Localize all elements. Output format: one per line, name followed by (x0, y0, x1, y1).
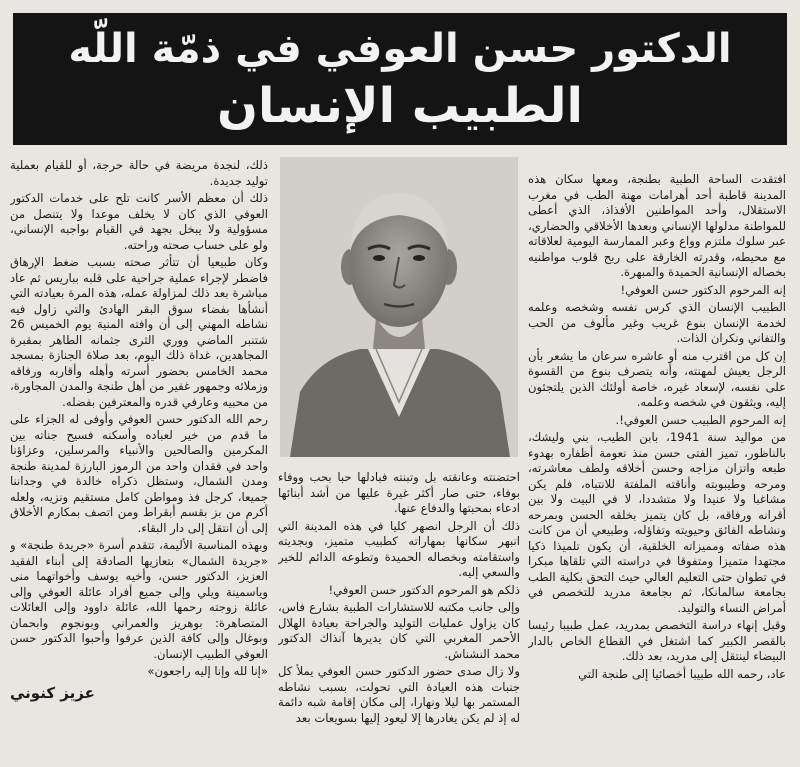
author-byline: عزيز كنوني (10, 683, 95, 702)
paragraph: ذلك أن الرجل انصهر كليا في هذه المدينة التي انبهر سكانها بمهاراته كطبيب متميز، وبجديته واستقامته وبخصاله الحميدة وتطوعه الدائم للخير والسعي إليه. (278, 518, 520, 579)
paragraph: وكان طبيعيا أن تتأثر صحته بسبب ضغط الإرهاق فاضطر لإجراء عملية جراحية على قلبه بباريس ثم عاد مباشرة بعد ذلك لمزاولة عمله، هذه المرة بعيادته التي أنشأها بفضاء سوق البقر الهادئ والتي زاول فيه نشاطه المهني إلى أن وافته المنية يوم الخميس 26 شتنبر الماضي ووري الثرى جثمانه الطاهر بمقبرة المجاهدين، غداة ذلك اليوم، بعد صلاة الجنازة بمسجد محمد الخامس بحضور أسرته وأهله وأقاربه ورفاقه وزملائه وجمهور غفير من أهل طنجة والمدن المجاورة، من محبيه وعارفي قدره والمعترفين بفضله. (10, 255, 268, 409)
paragraph: وإلى جانب مكتبه للاستشارات الطبية بشارع فاس، كان يزاول عمليات التوليد والجراحة بعيادة الهلال الأحمر المغربي التي كان يديرها آنذاك الدكتور محمد النشناش. (278, 600, 520, 661)
paragraph: ذلك أن معظم الأسر كانت تلح على خدمات الدكتور العوفي الذي كان لا يخلف موعدا ولا يتنصل من مسؤولية ولا يبخل بجهد في القيام بواجبه الإنساني، ولو على حساب صحته وراحته. (10, 191, 268, 252)
headline-subtitle: الطبيب الإنسان (217, 78, 583, 134)
portrait-illustration (280, 157, 518, 457)
article-column-left (10, 158, 268, 750)
paragraph: ولا زال صدى حضور الدكتور حسن العوفي يملأ كل جنبات هذه العيادة التي تحولت، بسبب نشاطه المستمر بها ليلا ونهارا، إلى مكان إقامة شبه دائمة له إذ لم يكن يغادرها إلا ليعود إليها بسويعات بعد (278, 664, 520, 725)
paragraph: «إنا لله وإنا إليه راجعون» (147, 664, 268, 678)
paragraph: ذلك، لنجدة مريضة في حالة حرجة، أو للقيام بعملية توليد جديدة. (10, 158, 268, 188)
paragraph: إن كل من اقترب منه أو عاشره سرعان ما يشعر بأن الرجل يعيش لمهنته، وأنه يتصرف بنوع من القسوة على نفسه، لإسعاد غيره، خاصة أولئك الذين يلتجئون إليه، ويثقون في شخصه وعلمه. (528, 348, 786, 409)
paragraph: عاد، رحمه الله طبيبا أخصائيا إلى طنجة التي (578, 666, 786, 681)
paragraph: ذلكم هو المرحوم الدكتور حسن العوفي! (328, 582, 520, 597)
article-column-middle (278, 470, 520, 764)
paragraph: الطبيب الإنسان الذي كرس نفسه وشخصه وعلمه لخدمة الإنسان بنوع غريب وغير مألوف من الحب والتفاني ونكران الذات. (528, 300, 786, 345)
article-column-right (528, 172, 786, 764)
paragraph: إنه المرحوم الطبيب حسن العوفي!. (615, 412, 786, 427)
headline-banner (13, 13, 787, 145)
paragraph: وقبل إنهاء دراسة التخصص بمدريد، عمل طبيبا رئيسا بالقصر الكبير كما اشتغل في القطاع الخاص بالدار البيضاء لينتقل إلى مدريد، بعد ذلك. (528, 618, 786, 663)
paragraph: وبهذه المناسبة الأليمة، تتقدم أسرة «جريدة طنجة» و «جريدة الشمال» بتعازيها الصادقة إلى أبناء الفقيد العزيز، الدكتور حسن، وأخيه يوسف وأخواتهما منى وياسمينة ويلي وإلى جميع أفراد عائلة العوفي وإلى عائلة زوجته رحمها الله، عائلة داوود وإلى العائلات المتصاهرة: بوهريز والعمراني وبونجوم وابحمان وبوغال وإلى كافة الذين عرفوا وأحبوا الدكتور حسن العوفي الطبيب الإنسان. (10, 538, 268, 661)
headline-title: الدكتور حسن العوفي في ذمّة اللّه (68, 26, 732, 72)
paragraph: رحم الله الدكتور حسن العوفي وأوفى له الجزاء على ما قدم من خير لعباده وأسكنه فسيح جناته بين المكرمين والصالحين والأنبياء والمرسلين، وعزاؤنا واحد في فقدان واحد من الرموز البارزة لمدينة طنجة ومدن الشمال، وستظل ذكراه خالدة في وجداننا جميعا، كرجل فذ ومواطن كامل مستقيم ونزيه، ولعله أكرم من بز بقسم أبقراط ومن اتصف بمكارم الأخلاق إلى أن انتقل إلى دار البقاء. (10, 412, 268, 535)
paragraph: افتقدت الساحة الطبية بطنجة، ومعها سكان هذه المدينة قاطبة أحد أهرامات مهنة الطب في مغرب الاستقلال، وأحد المواطنين الأفذاذ، الذي أعطى للمواطنة مدلولها الإنساني وبعدها الأخلاقي والحضاري، عبر سلوك ملتزم وواع وعبر الممارسة اليومية لعلاقاته مع محيطه، وقدرته الخارقة على ربح قلوب مواطنيه بخصاله الإنسانية الحميدة والمبهرة. (528, 172, 786, 279)
paragraph: احتضنته وعانقته بل وتبنته فبادلها حبا بحب ووفاء بوفاء، حتى صار أكثر غيرة عليها من أشد أبنائها ادعاء بمحبتها والدفاع عنها. (278, 470, 520, 515)
paragraph: إنه المرحوم الدكتور حسن العوفي! (620, 282, 786, 297)
portrait-photo (280, 157, 518, 457)
paragraph: من مواليد سنة 1941، بابن الطيب، بني وليشك، بالناظور، تميز الفتى حسن منذ نعومة أظفاره بهدوء طبعه واتزان مزاجه وحسن أخلاقه ولطف معاشرته، ومرحه وطيبوبته وأناقته الملفتة للانتباه، فلم يكن مشاغبا ولا عنيدا ولا متشددا، لا في البيت ولا بين أقرانه ورفاقه، بل كان يتميز بخلقه الحسن وبمرحه ونشاطه الفائق وحيويته وتفاؤله، وطبيعي أن من كانت هذه صفاته ومميزاته الخلقية، أن يكون تلميذا ذكيا مجتهدا متميزا ومتفوقا في دراسته التي تلقاها مبكرا في تطوان حتى التعليم العالي حيث التحق بكلية الطب بجامعة سالمانكا، ثم بجامعة مدريد للتخصص في أمراض النساء والتوليد. (528, 430, 786, 615)
